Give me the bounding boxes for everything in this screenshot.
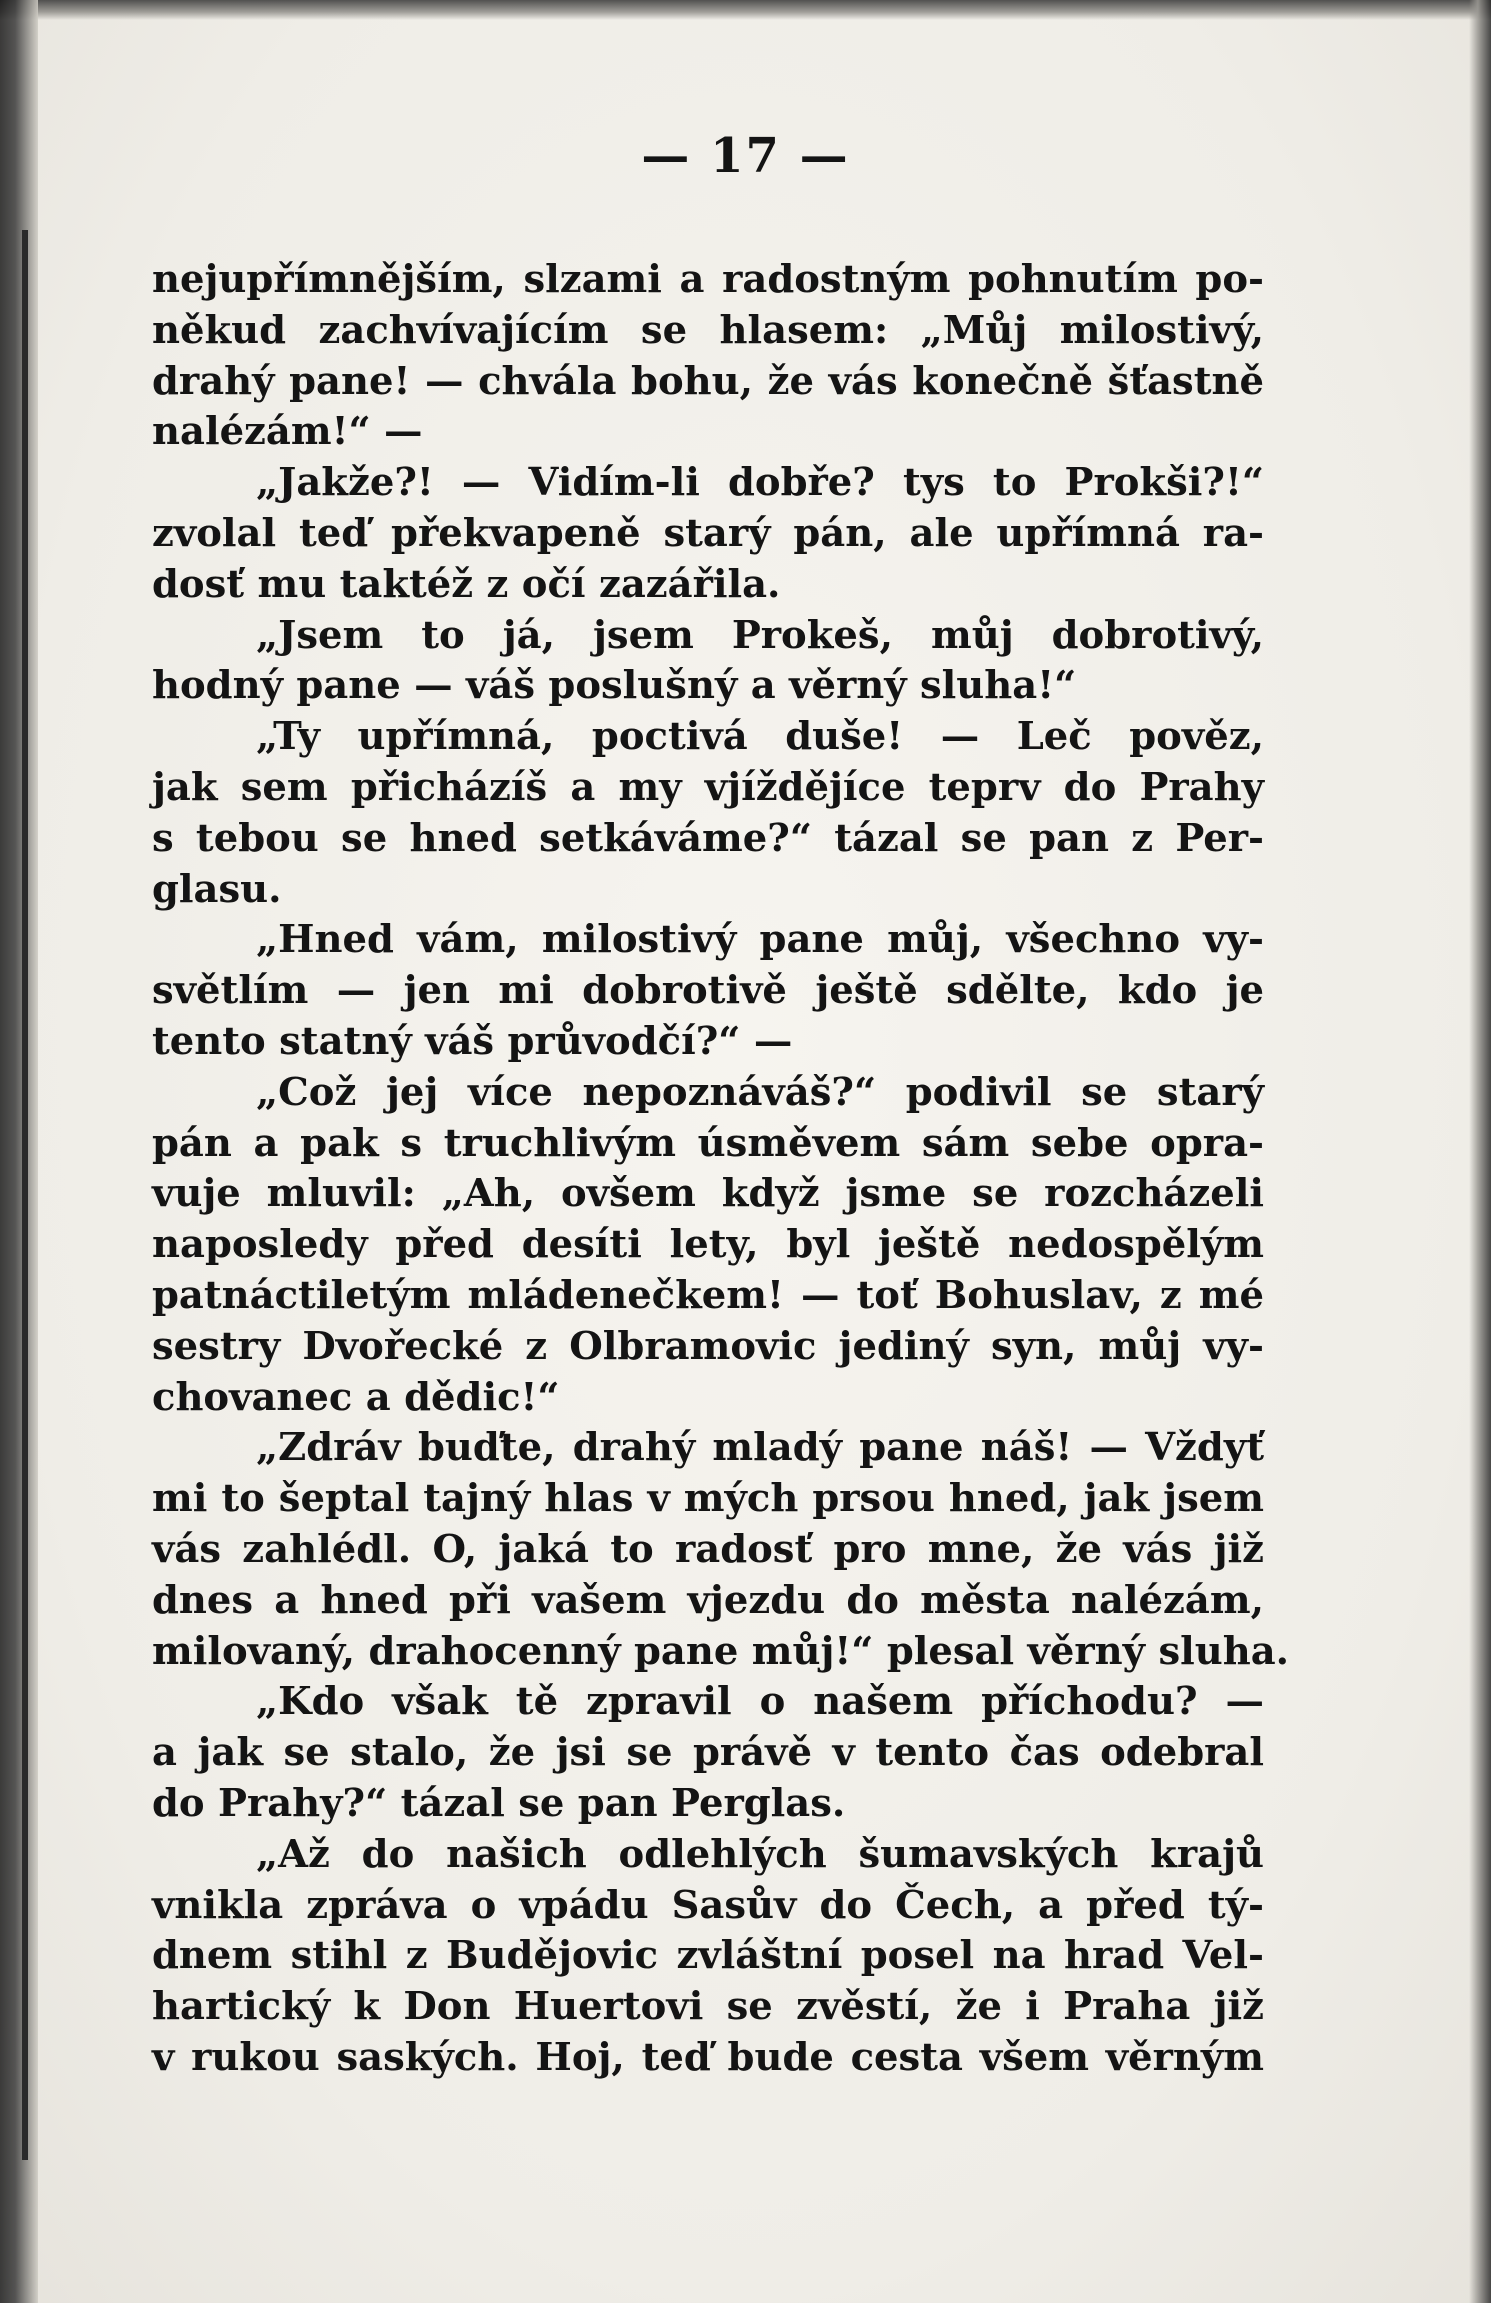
text-line: vás zahlédl. O, jaká to radosť pro mne, že vás již	[152, 1526, 1264, 1572]
binding-rule	[22, 230, 28, 2160]
text-line: glasu.	[152, 866, 282, 912]
text-line: nejupřímnějším, slzami a radostným pohnutím po-	[152, 257, 1264, 302]
text-line: světlím — jen mi dobrotivě ještě sdělte, kdo je	[152, 968, 1264, 1014]
text-line: nalézám!“ —	[152, 409, 423, 455]
text-line: tento statný váš průvodčí?“ —	[152, 1018, 793, 1064]
text-line: s tebou se hned setkáváme?“ tázal se pan z Per-	[152, 815, 1264, 861]
text-line: jak sem přicházíš a my vjíždějíce teprv do Prahy	[152, 764, 1264, 810]
text-line: „Zdráv buďte, drahý mladý pane náš! — Vždyť	[256, 1425, 1264, 1471]
text-line: dnem stihl z Budějovic zvláštní posel na hrad Vel-	[152, 1933, 1264, 1979]
text-line: „Jsem to já, jsem Prokeš, můj dobrotivý,	[256, 612, 1264, 658]
text-line: patnáctiletým mládenečkem! — toť Bohuslav, z mé	[152, 1272, 1264, 1318]
text-line: hartický k Don Huertovi se zvěstí, že i Praha již	[152, 1984, 1264, 2030]
text-line: někud zachvívajícím se hlasem: „Můj milostivý,	[152, 307, 1264, 353]
text-line: dosť mu taktéž z očí zazářila.	[152, 561, 781, 607]
text-line: „Ty upřímná, poctivá duše! — Leč pověz,	[256, 714, 1264, 760]
text-line: dnes a hned při vašem vjezdu do města nalézám,	[152, 1577, 1264, 1623]
text-line: mi to šeptal tajný hlas v mých prsou hned, jak jsem	[152, 1476, 1264, 1522]
page-right-edge-shadow	[1469, 0, 1491, 2303]
page-binding-shadow	[0, 0, 38, 2303]
text-line: chovanec a dědic!“	[152, 1374, 560, 1420]
body-text	[152, 255, 1290, 2084]
text-line: a jak se stalo, že jsi se právě v tento čas odebral	[152, 1730, 1264, 1776]
text-line: „Hned vám, milostivý pane můj, všechno vy-	[256, 917, 1264, 963]
text-line: hodný pane — váš poslušný a věrný sluha!“	[152, 663, 1077, 709]
text-line: „Až do našich odlehlých šumavských krajů	[256, 1831, 1264, 1877]
text-line: „Kdo však tě zpravil o našem příchodu? —	[256, 1679, 1264, 1725]
page-top-edge-shadow	[0, 0, 1491, 20]
text-line: do Prahy?“ tázal se pan Perglas.	[152, 1780, 846, 1826]
text-line: vnikla zpráva o vpádu Sasův do Čech, a před tý-	[152, 1882, 1264, 1928]
text-line: v rukou saských. Hoj, teď bude cesta všem věrným	[152, 2034, 1264, 2080]
text-line: vuje mluvil: „Ah, ovšem když jsme se rozcházeli	[152, 1171, 1264, 1217]
text-line: „Což jej více nepoznáváš?“ podivil se starý	[256, 1069, 1264, 1115]
text-line: naposledy před desíti lety, byl ještě nedospělým	[152, 1222, 1264, 1268]
text-line: milovaný, drahocenný pane můj!“ plesal věrný sluha.	[152, 1628, 1290, 1674]
text-line: pán a pak s truchlivým úsměvem sám sebe opra-	[152, 1120, 1264, 1166]
text-line: zvolal teď překvapeně starý pán, ale upřímná ra-	[152, 510, 1264, 556]
page-number: — 17 —	[641, 128, 850, 184]
text-line: „Jakže?! — Vidím-li dobře? tys to Prokši?!“	[256, 460, 1264, 506]
text-line: sestry Dvořecké z Olbramovic jediný syn, můj vy-	[152, 1323, 1264, 1369]
text-line: drahý pane! — chvála bohu, že vás konečně šťastně	[152, 358, 1264, 404]
